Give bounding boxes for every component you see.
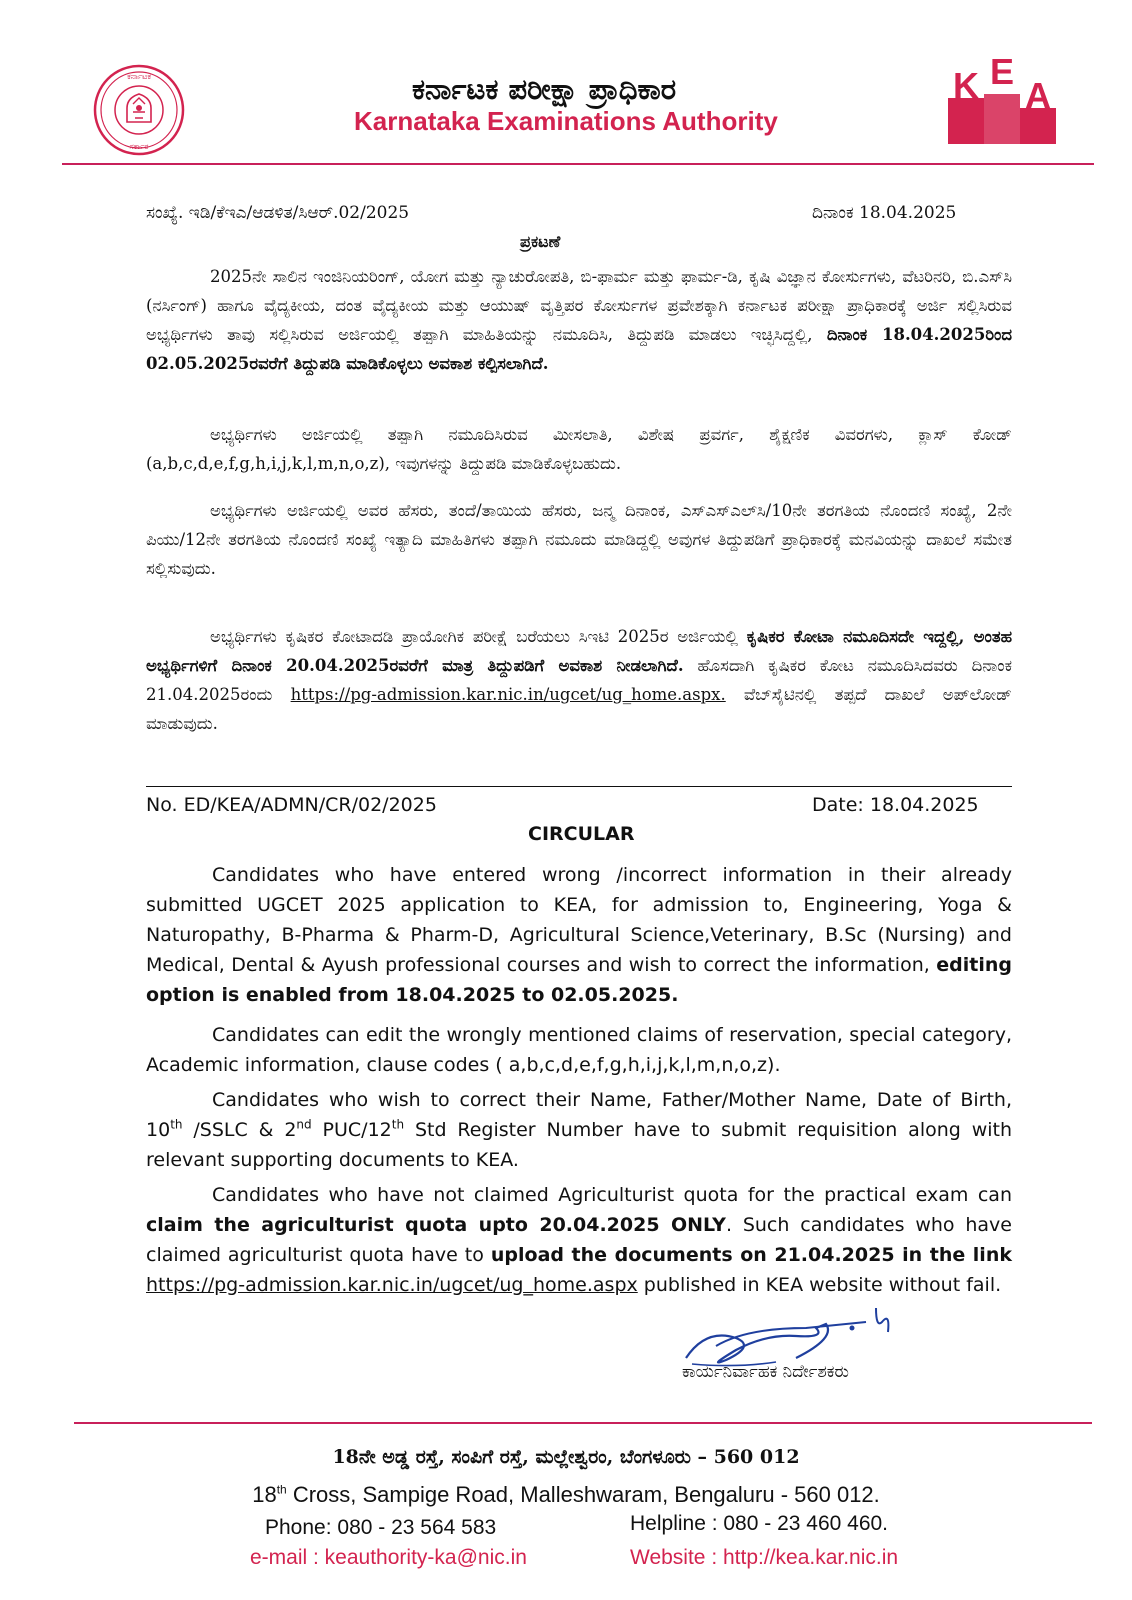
footer-email[interactable]: e-mail : keauthority-ka@nic.in — [250, 1546, 527, 1569]
footer-helpline: Helpline : 080 - 23 460 460. — [630, 1512, 889, 1535]
english-date: Date: 18.04.2025 — [812, 794, 979, 816]
kannada-paragraph-1: 2025ನೇ ಸಾಲಿನ ಇಂಜಿನಿಯರಿಂಗ್, ಯೋಗ ಮತ್ತು ನ್ಯಾಚುರೋಪತಿ, ಬಿ-ಫಾರ್ಮ ಮತ್ತು ಫಾರ್ಮ-ಡಿ, ಕೃಷಿ ವಿಜ್ಞಾನ ಕೋರ್ಸುಗಳು, ವೆಟರಿನರಿ, ಬಿ.ಎಸ್‌ಸಿ (ನರ್ಸಿಂಗ್) ಹಾಗೂ ವೈದ್ಯಕೀಯ, ದಂತ ವೈದ್ಯಕೀಯ ಮತ್ತು ಆಯುಷ್ ವೃತ್ತಿಪರ ಕೋರ್ಸುಗಳ ಪ್ರವೇಶಕ್ಕಾಗಿ ಕರ್ನಾಟಕ ಪರೀಕ್ಷಾ ಪ್ರಾಧಿಕಾರಕ್ಕೆ ಅರ್ಜಿ ಸಲ್ಲಿಸಿರುವ ಅಭ್ಯರ್ಥಿಗಳು ತಾವು ಸಲ್ಲಿಸಿರುವ ಅರ್ಜಿಯಲ್ಲಿ ತಪ್ಪಾಗಿ ಮಾಹಿತಿಯನ್ನು ನಮೂದಿಸಿ, ತಿದ್ದುಪಡಿ ಮಾಡಲು ಇಚ್ಛಿಸಿದ್ದಲ್ಲಿ, ದಿನಾಂಕ 18.04.2025ರಿಂದ 02.05.2025ರವರೆಗೆ ತಿದ್ದುಪಡಿ ಮಾಡಿಕೊಳ್ಳಲು ಅವಕಾಶ ಕಲ್ಪಿಸಲಾಗಿದೆ. — [146, 267, 1012, 373]
kannada-portal-link[interactable]: https://pg-admission.kar.nic.in/ugcet/ug_home.aspx. — [290, 685, 726, 704]
logo-letter-e: E — [989, 58, 1015, 92]
english-paragraph-4-emphasis-2: upload the documents on 21.04.2025 in the link — [490, 1244, 1012, 1266]
kannada-paragraph-3: ಅಭ್ಯರ್ಥಿಗಳು ಅರ್ಜಿಯಲ್ಲಿ ಅವರ ಹೆಸರು, ತಂದೆ/ತಾಯಿಯ ಹೆಸರು, ಜನ್ಮ ದಿನಾಂಕ, ಎಸ್‌ಎಸ್‌ಎಲ್‌ಸಿ/10ನೇ ತರಗತಿಯ ನೊಂದಣಿ ಸಂಖ್ಯೆ, 2ನೇ ಪಿಯು/12ನೇ ತರಗತಿಯ ನೊಂದಣಿ ಸಂಖ್ಯೆ ಇತ್ಯಾದಿ ಮಾಹಿತಿಗಳು ತಪ್ಪಾಗಿ ನಮೂದು ಮಾಡಿದ್ದಲ್ಲಿ ಅವುಗಳ ತಿದ್ದುಪಡಿಗೆ ಪ್ರಾಧಿಕಾರಕ್ಕೆ ಮನವಿಯನ್ನು ದಾಖಲೆ ಸಮೇತ ಸಲ್ಲಿಸುವುದು. — [146, 501, 1012, 578]
english-paragraph-2: Candidates can edit the wrongly mentioned claims of reservation, special category, Academic information, clause codes ( a,b,c,d,e,f,g,h,i,j,k,l,m,n,o,z). — [146, 1024, 1012, 1076]
kannada-date: ದಿನಾಂಕ 18.04.2025 — [812, 203, 957, 223]
kannada-ref-number: ಸಂಖ್ಯೆ. ಇಡಿ/ಕೆಇಎ/ಆಡಳಿತ/ಸಿಆರ್.02/2025 — [146, 203, 410, 223]
english-paragraph-4-emphasis-1: claim the agriculturist quota upto 20.04.2025 ONLY — [146, 1214, 726, 1236]
english-paragraph-1-emphasis: editing option is enabled from 18.04.2025 to 02.05.2025. — [146, 954, 1012, 1006]
english-paragraph-3: Candidates who wish to correct their Name, Father/Mother Name, Date of Birth, 10th /SSLC & 2nd PUC/12th Std Register Number have to submit requisition along with relevant supporting documents to KEA. — [146, 1089, 1013, 1171]
seal-top-text: ಕರ್ನಾಟಕ — [127, 72, 151, 81]
signatory-title: ಕಾರ್ಯನಿರ್ವಾಹಕ ನಿರ್ದೇಶಕರು — [682, 1362, 849, 1382]
kea-logo — [948, 58, 1056, 144]
logo-letter-a: A — [1025, 75, 1051, 116]
footer-address-kannada: 18ನೇ ಅಡ್ಡ ರಸ್ತೆ, ಸಂಪಿಗೆ ರಸ್ತೆ, ಮಲ್ಲೇಶ್ವರಂ, ಬೆಂಗಳೂರು – 560 012 — [332, 1446, 800, 1468]
karnataka-government-seal — [93, 64, 185, 156]
kannada-heading: ಪ್ರಕಟಣೆ — [520, 232, 561, 251]
footer-phone: Phone: 080 - 23 564 583 — [265, 1516, 497, 1539]
english-portal-link[interactable]: https://pg-admission.kar.nic.in/ugcet/ug_home.aspx — [146, 1274, 638, 1296]
logo-letter-k: K — [953, 65, 979, 106]
header-divider — [62, 163, 1094, 165]
english-ref-number: No. ED/KEA/ADMN/CR/02/2025 — [146, 794, 437, 816]
section-divider — [146, 786, 1012, 787]
footer-address-english: 18th Cross, Sampige Road, Malleshwaram, Bengaluru - 560 012. — [252, 1482, 880, 1507]
kannada-paragraph-1-emphasis: ದಿನಾಂಕ 18.04.2025ರಿಂದ 02.05.2025ರವರೆಗೆ ತಿದ್ದುಪಡಿ ಮಾಡಿಕೊಳ್ಳಲು ಅವಕಾಶ ಕಲ್ಪಿಸಲಾಗಿದೆ. — [146, 325, 1012, 373]
english-paragraph-1: Candidates who have entered wrong /incorrect information in their already submitted UGCET 2025 application to KEA, for admission to, Engineering, Yoga & Naturopathy, B-Pharma & Pharm-D, Agricultural Science,Veterinary, B.Sc (Nursing) and Medical, Dental & Ayush professional courses and wish to correct the information, editing option is enabled from 18.04.2025 to 02.05.2025. — [146, 864, 1012, 1006]
kannada-org-title: ಕರ್ನಾಟಕ ಪರೀಕ್ಷಾ ಪ್ರಾಧಿಕಾರ — [412, 72, 677, 106]
english-paragraph-4: Candidates who have not claimed Agriculturist quota for the practical exam can claim the agriculturist quota upto 20.04.2025 ONLY. Such candidates who have claimed agriculturist quota have to upload the documents on 21.04.2025 in the link https://pg-admission.kar.nic.in/ugcet/ug_home.aspx published in KEA website without fail. — [146, 1184, 1012, 1296]
footer-divider — [74, 1422, 1092, 1424]
footer-website[interactable]: Website : http://kea.kar.nic.in — [630, 1546, 899, 1569]
kannada-paragraph-2: ಅಭ್ಯರ್ಥಿಗಳು ಅರ್ಜಿಯಲ್ಲಿ ತಪ್ಪಾಗಿ ನಮೂದಿಸಿರುವ ಮೀಸಲಾತಿ, ವಿಶೇಷ ಪ್ರವರ್ಗ, ಶೈಕ್ಷಣಿಕ ವಿವರಗಳು, ಕ್ಲಾಸ್ ಕೋಡ್ (a,b,c,d,e,f,g,h,i,j,k,l,m,n,o,z), ಇವುಗಳನ್ನು ತಿದ್ದುಪಡಿ ಮಾಡಿಕೊಳ್ಳಬಹುದು. — [146, 425, 1012, 473]
kannada-paragraph-4-emphasis: ಕೃಷಿಕರ ಕೋಟಾ ನಮೂದಿಸದೇ ಇದ್ದಲ್ಲಿ, ಅಂತಹ ಅಭ್ಯರ್ಥಿಗಳಿಗೆ ದಿನಾಂಕ 20.04.2025ರವರೆಗೆ ಮಾತ್ರ ತಿದ್ದುಪಡಿಗೆ ಅವಕಾಶ ನೀಡಲಾಗಿದೆ. — [146, 627, 1013, 675]
english-org-title: Karnataka Examinations Authority — [354, 106, 778, 136]
seal-bottom-text: ಸರ್ಕಾರ — [129, 142, 149, 151]
kannada-paragraph-4: ಅಭ್ಯರ್ಥಿಗಳು ಕೃಷಿಕರ ಕೋಟಾದಡಿ ಪ್ರಾಯೋಗಿಕ ಪರೀಕ್ಷೆ ಬರೆಯಲು ಸಿಇಟಿ 2025ರ ಅರ್ಜಿಯಲ್ಲಿ ಕೃಷಿಕರ ಕೋಟಾ ನಮೂದಿಸದೇ ಇದ್ದಲ್ಲಿ, ಅಂತಹ ಅಭ್ಯರ್ಥಿಗಳಿಗೆ ದಿನಾಂಕ 20.04.2025ರವರೆಗೆ ಮಾತ್ರ ತಿದ್ದುಪಡಿಗೆ ಅವಕಾಶ ನೀಡಲಾಗಿದೆ. ಹೊಸದಾಗಿ ಕೃಷಿಕರ ಕೋಟ ನಮೂದಿಸಿದವರು ದಿನಾಂಕ 21.04.2025ರಂದು https://pg-admission.kar.nic.in/ugcet/ug_home.aspx. ವೆಬ್‌ಸೈಟಿನಲ್ಲಿ ತಪ್ಪದೆ ದಾಖಲೆ ಅಪ್‌ಲೋಡ್ ಮಾಡುವುದು. — [146, 627, 1013, 733]
circular-heading: CIRCULAR — [528, 823, 635, 845]
